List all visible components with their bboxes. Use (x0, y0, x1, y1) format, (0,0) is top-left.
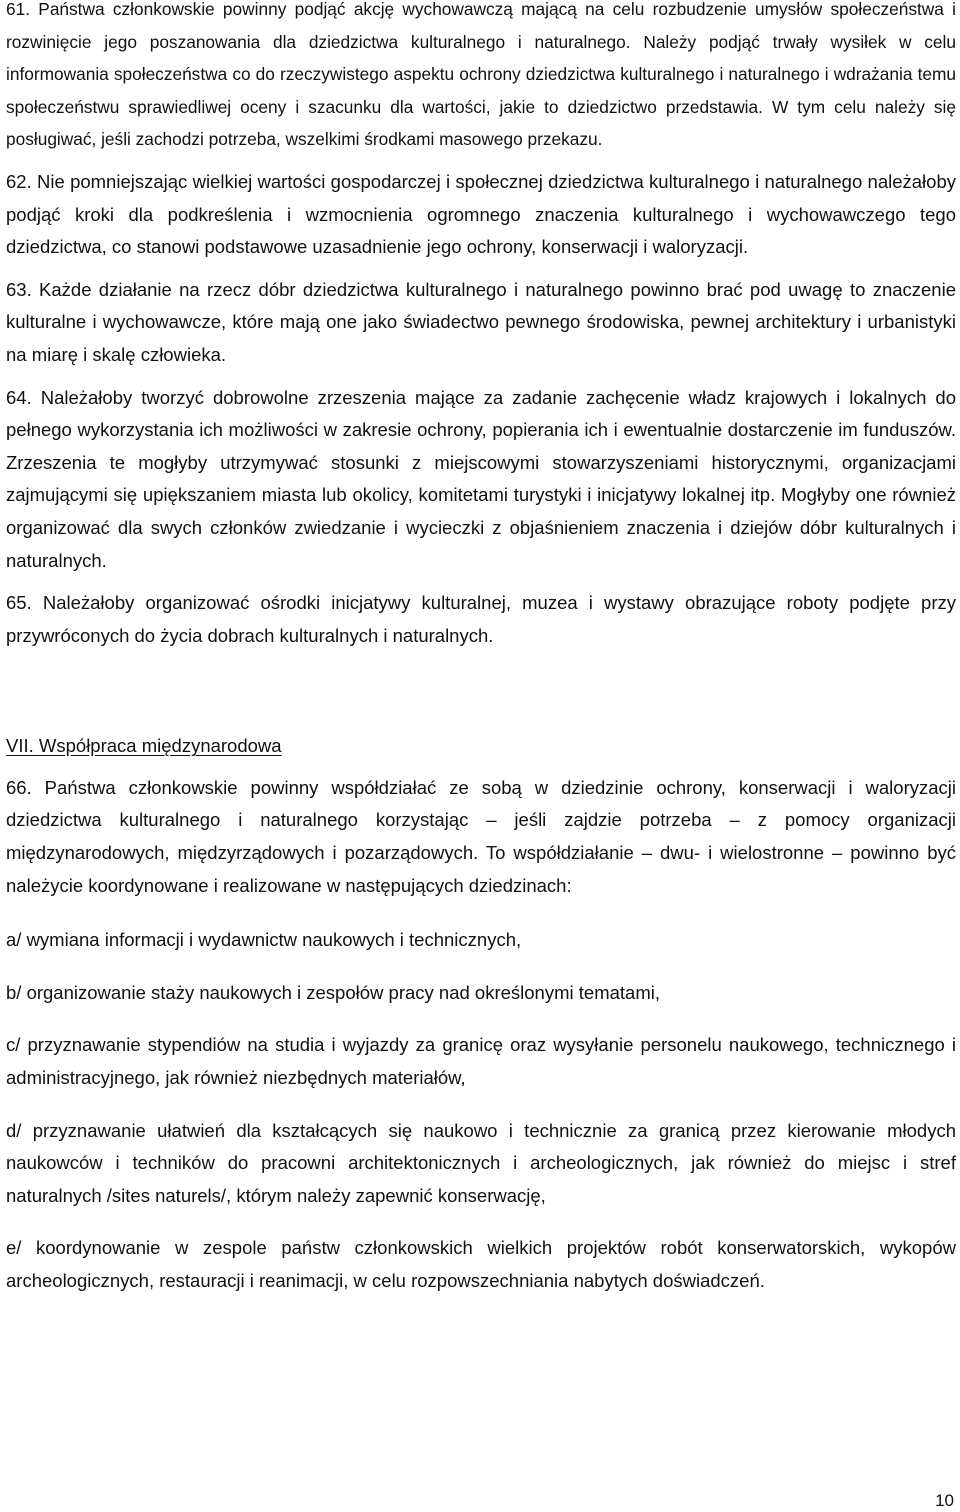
paragraph-63: 63. Każde działanie na rzecz dóbr dziedzictwa kulturalnego i naturalnego powinno brać pod uwagę to znaczenie kulturalne i wychowawcze, które mają one jako świadectwo pewnego środowiska, pewnej architektury i urbanistyki na miarę i skalę człowieka. (6, 278, 956, 365)
list-item-b: b/ organizowanie staży naukowych i zespołów pracy nad określonymi tematami, (6, 981, 660, 1003)
document-page (6, 0, 956, 1298)
list-item-d: d/ przyznawanie ułatwień dla kształcących się naukowo i technicznie za granicą przez kierowanie młodych naukowców i techników do pracowni architektonicznych i archeologicznych, jak również do miejsc i stref naturalnych /sites naturels/, którym należy zapewnić konserwację, (6, 1119, 956, 1206)
paragraph-65: 65. Należałoby organizować ośrodki inicjatywy kulturalnej, muzea i wystawy obrazujące roboty podjęte przy przywróconych do życia dobrach kulturalnych i naturalnych. (6, 592, 956, 646)
paragraph-61: 61. Państwa członkowskie powinny podjąć akcję wychowawczą mającą na celu rozbudzenie umysłów społeczeństwa i rozwinięcie jego poszanowania dla dziedzictwa kulturalnego i naturalnego. Należy podjąć trwały wysiłek w celu informowania społeczeństwa co do rzeczywistego aspektu ochrony dziedzictwa kulturalnego i naturalnego i wdrażania temu społeczeństwu sprawiedliwej oceny i szacunku dla wartości, jakie to dziedzictwo przedstawia. W tym celu należy się posługiwać, jeśli zachodzi potrzeba, wszelkimi środkami masowego przekazu. (6, 0, 956, 150)
list-item-a: a/ wymiana informacji i wydawnictw naukowych i technicznych, (6, 929, 522, 951)
paragraph-64: 64. Należałoby tworzyć dobrowolne zrzeszenia mające za zadanie zachęcenie władz krajowych i lokalnych do pełnego wykorzystania ich możliwości w zakresie ochrony, popierania ich i ewentualnie dostarczenie im funduszów. Zrzeszenia te mogłyby utrzymywać stosunki z miejscowymi stowarzyszeniami historycznymi, organizacjami zajmującymi się upiększaniem miasta lub okolicy, komitetami turystyki i inicjatywy lokalnej itp. Mogłyby one również organizować dla swych członków zwiedzanie i wycieczki z objaśnieniem znaczenia i dziejów dóbr kulturalnych i naturalnych. (6, 386, 956, 571)
section-heading: VII. Współpraca międzynarodowa (6, 735, 282, 757)
paragraph-62: 62. Nie pomniejszając wielkiej wartości gospodarczej i społecznej dziedzictwa kulturalnego i naturalnego należałoby podjąć kroki dla podkreślenia i wzmocnienia ogromnego znaczenia kulturalnego i wychowawczego tego dziedzictwa, co stanowi podstawowe uzasadnienie jego ochrony, konserwacji i waloryzacji. (6, 170, 956, 258)
page-number: 10 (935, 1491, 954, 1510)
list-item-e: e/ koordynowanie w zespole państw członkowskich wielkich projektów robót konserwatorskich, wykopów archeologicznych, restauracji i reanimacji, w celu rozpowszechniania nabytych doświadczeń. (6, 1237, 956, 1291)
paragraph-66: 66. Państwa członkowskie powinny współdziałać ze sobą w dziedzinie ochrony, konserwacji i waloryzacji dziedzictwa kulturalnego i naturalnego korzystając – jeśli zajdzie potrzeba – z pomocy organizacji międzynarodowych, międzyrządowych i pozarządowych. To współdziałanie – dwu- i wielostronne – powinno być należycie koordynowane i realizowane w następujących dziedzinach: (6, 776, 956, 896)
list-item-c: c/ przyznawanie stypendiów na studia i wyjazdy za granicę oraz wysyłanie personelu naukowego, technicznego i administracyjnego, jak również niezbędnych materiałów, (6, 1034, 956, 1089)
